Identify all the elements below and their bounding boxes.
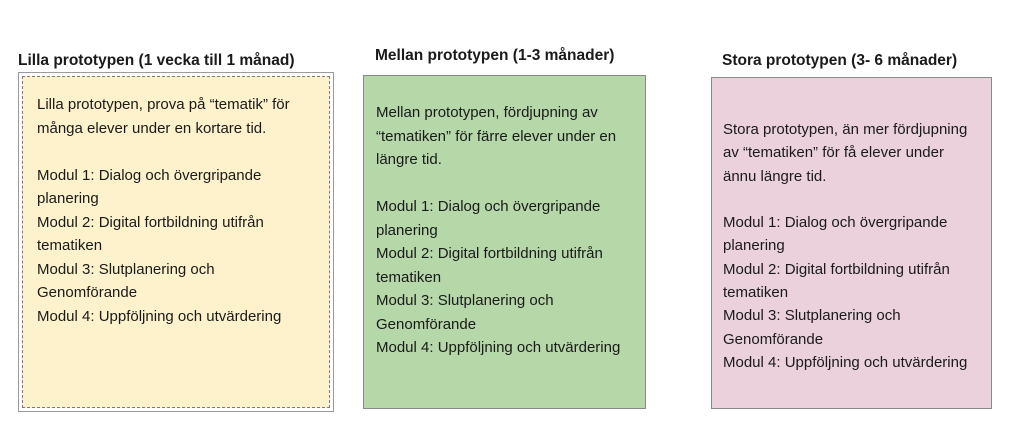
large-prototype-title: Stora prototypen (3- 6 månader) <box>722 52 958 69</box>
large-prototype-box: Stora prototypen, än mer fördjupning av “tematiken” för få elever under ännu längre tid. Modul 1: Dialog och övergripande planering Modul 2: Digital fortbildning utifrån tematiken Modul 3: Slutplanering och Genomförande Modul 4: Uppföljning och utvärdering <box>711 77 992 409</box>
medium-prototype-title: Mellan prototypen (1-3 månader) <box>375 47 615 64</box>
small-prototype-box: Lilla prototypen, prova på “tematik” för många elever under en kortare tid. Modul 1: Dialog och övergripande planering Modul 2: Digital fortbildning utifrån tematiken Modul 3: Slutplanering och Genomförande Modul 4: Uppföljning och utvärdering <box>22 76 330 408</box>
medium-prototype-box: Mellan prototypen, fördjupning av “tematiken” för färre elever under en längre tid. Modul 1: Dialog och övergripande planering Modul 2: Digital fortbildning utifrån tematiken Modul 3: Slutplanering och Genomförande Modul 4: Uppföljning och utvärdering <box>363 75 646 409</box>
small-prototype-title: Lilla prototypen (1 vecka till 1 månad) <box>18 52 295 69</box>
